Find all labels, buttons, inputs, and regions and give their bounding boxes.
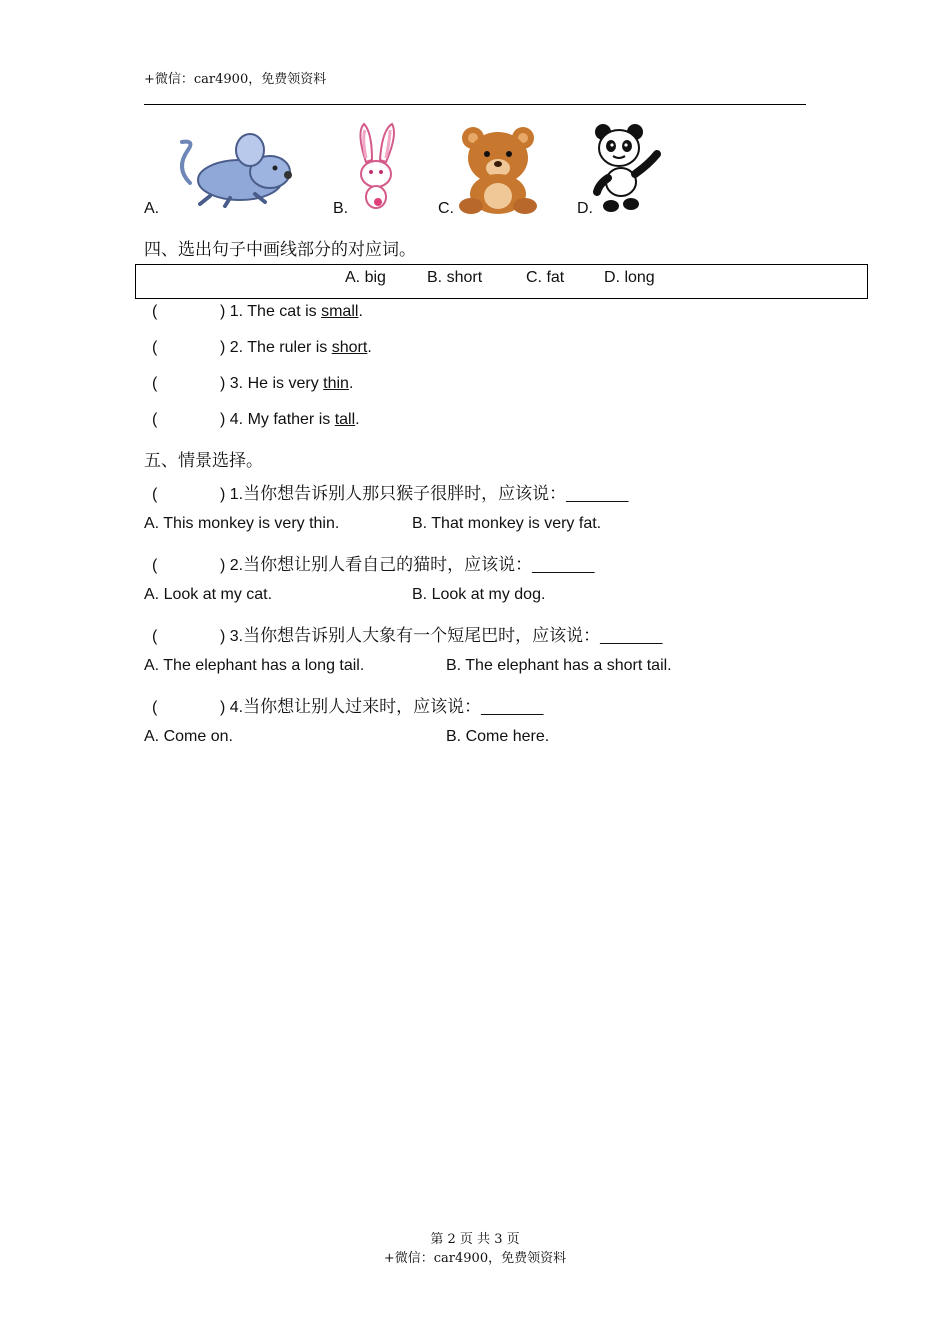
s4-item-3: ( ) 3. He is very thin. <box>152 375 354 392</box>
section5-title: 五、情景选择。 <box>144 451 263 471</box>
answer-paren[interactable]: ( <box>152 411 158 428</box>
s5-question-1: ( ) 1.当你想告诉别人那只猴子很胖时，应该说：_______ <box>152 484 629 504</box>
s4-item-2: ( ) 2. The ruler is short. <box>152 339 372 356</box>
answer-paren[interactable]: ( <box>152 486 158 503</box>
answer-blank[interactable]: _______ <box>532 557 595 574</box>
s5-choice-2a[interactable]: A. Look at my cat. <box>144 586 273 603</box>
answer-blank[interactable]: _______ <box>481 699 544 716</box>
answer-blank[interactable]: _______ <box>566 486 629 503</box>
underlined-word: thin <box>323 375 349 392</box>
footer-watermark: +微信：car4900，免费领资料 <box>383 1251 567 1266</box>
section4-title: 四、选出句子中画线部分的对应词。 <box>144 240 416 260</box>
bear-icon <box>455 122 541 216</box>
answer-paren[interactable]: ( <box>152 699 158 716</box>
answer-paren[interactable]: ( <box>152 628 158 645</box>
option-c: C. fat <box>526 269 565 286</box>
option-d: D. long <box>604 269 655 286</box>
option-b: B. short <box>427 269 483 286</box>
s5-question-3: ( ) 3.当你想告诉别人大象有一个短尾巴时，应该说：_______ <box>152 626 663 646</box>
s5-question-4: ( ) 4.当你想让别人过来时，应该说：_______ <box>152 697 544 717</box>
answer-paren[interactable]: ( <box>152 303 158 320</box>
answer-blank[interactable]: _______ <box>600 628 663 645</box>
s5-choice-4b[interactable]: B. Come here. <box>446 728 550 745</box>
header-divider <box>144 104 806 105</box>
rabbit-icon <box>352 122 400 214</box>
s5-choice-4a[interactable]: A. Come on. <box>144 728 233 745</box>
underlined-word: tall <box>334 411 356 428</box>
options-box <box>135 264 868 299</box>
underlined-word: short <box>331 339 368 356</box>
mouse-icon <box>170 128 298 208</box>
s5-choice-3b[interactable]: B. The elephant has a short tail. <box>446 657 672 674</box>
picture-label-a: A. <box>144 200 160 217</box>
header-watermark: +微信：car4900，免费领资料 <box>144 72 327 87</box>
answer-paren[interactable]: ( <box>152 375 158 392</box>
picture-label-d: D. <box>577 200 593 217</box>
panda-icon <box>593 122 665 216</box>
answer-paren[interactable]: ( <box>152 557 158 574</box>
s5-choice-1b[interactable]: B. That monkey is very fat. <box>412 515 602 532</box>
picture-label-b: B. <box>333 200 349 217</box>
s5-question-2: ( ) 2.当你想让别人看自己的猫时，应该说：_______ <box>152 555 595 575</box>
picture-label-c: C. <box>438 200 454 217</box>
s4-item-4: ( ) 4. My father is tall. <box>152 411 360 428</box>
s4-item-1: ( ) 1. The cat is small. <box>152 303 363 320</box>
page-number: 第 2 页 共 3 页 <box>430 1232 520 1247</box>
underlined-word: small <box>321 303 359 320</box>
s5-choice-3a[interactable]: A. The elephant has a long tail. <box>144 657 365 674</box>
s5-choice-1a[interactable]: A. This monkey is very thin. <box>144 515 340 532</box>
s5-choice-2b[interactable]: B. Look at my dog. <box>412 586 546 603</box>
option-a: A. big <box>345 269 386 286</box>
answer-paren[interactable]: ( <box>152 339 158 356</box>
